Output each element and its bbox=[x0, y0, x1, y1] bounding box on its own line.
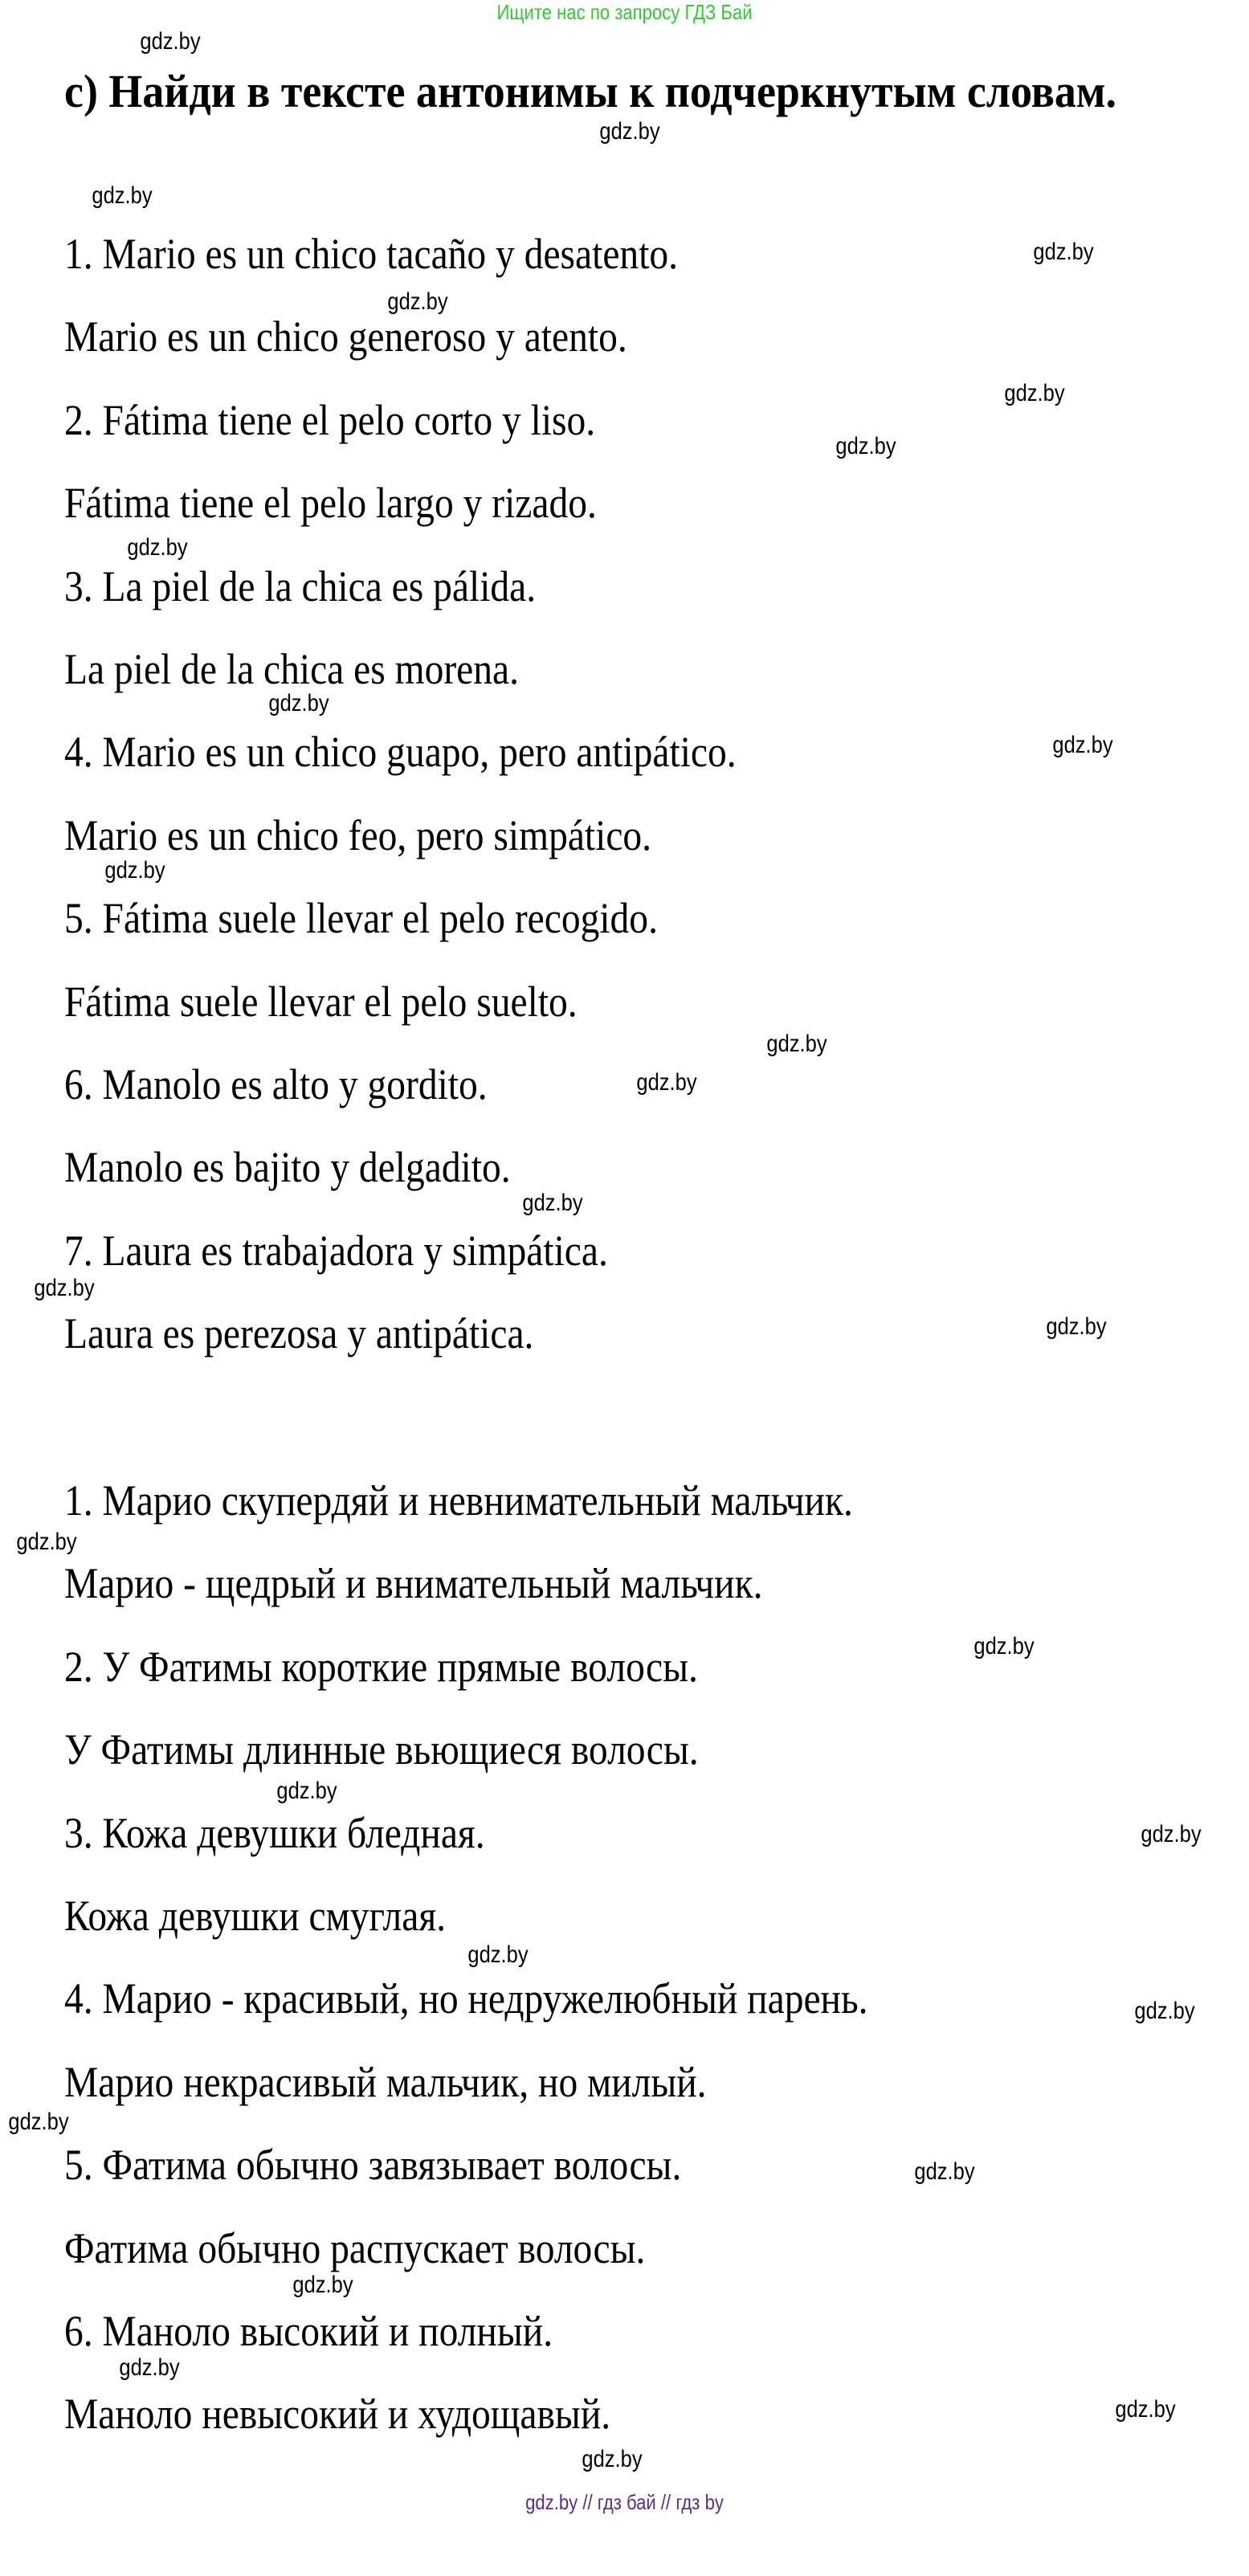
spanish-answer: Fátima suele llevar el pelo suelto. bbox=[64, 977, 578, 1026]
spanish-answer: Fátima tiene el pelo largo y rizado. bbox=[64, 479, 597, 528]
watermark: gdz.by bbox=[127, 534, 188, 561]
watermark: gdz.by bbox=[973, 1633, 1035, 1659]
watermark: gdz.by bbox=[1141, 1821, 1202, 1847]
watermark: gdz.by bbox=[387, 288, 448, 315]
watermark: gdz.by bbox=[1052, 732, 1113, 758]
watermark: gdz.by bbox=[599, 118, 660, 145]
watermark: gdz.by bbox=[276, 1778, 337, 1804]
watermark: gdz.by bbox=[522, 1190, 583, 1216]
watermark: gdz.by bbox=[119, 2354, 180, 2381]
russian-answer: Марио некрасивый мальчик, но милый. bbox=[64, 2057, 707, 2106]
russian-answer: Марио - щедрый и внимательный мальчик. bbox=[64, 1559, 763, 1608]
russian-answer: Кожа девушки смуглая. bbox=[64, 1892, 447, 1940]
russian-sentence: 3. Кожа девушки бледная. bbox=[64, 1808, 485, 1857]
watermark: gdz.by bbox=[16, 1529, 77, 1555]
russian-sentence: 5. Фатима обычно завязывает волосы. bbox=[64, 2141, 682, 2190]
watermark: gdz.by bbox=[835, 433, 896, 459]
spanish-sentence: 7. Laura es trabajadora y simpática. bbox=[64, 1226, 608, 1275]
search-banner[interactable]: Ищите нас по запросу ГДЗ Бай bbox=[496, 0, 753, 24]
watermark: gdz.by bbox=[92, 182, 153, 209]
watermark: gdz.by bbox=[914, 2158, 975, 2185]
spanish-sentence: 6. Manolo es alto y gordito. bbox=[64, 1060, 488, 1108]
spanish-answer: Mario es un chico feo, pero simpático. bbox=[64, 810, 652, 859]
watermark: gdz.by bbox=[1004, 380, 1065, 406]
exercise-title: c) Найди в тексте антонимы к подчеркнутым словам. bbox=[64, 65, 1117, 117]
spanish-sentence: 1. Mario es un chico tacaño y desatento. bbox=[64, 230, 679, 278]
watermark: gdz.by bbox=[34, 1275, 95, 1301]
watermark: gdz.by bbox=[292, 2272, 353, 2298]
russian-sentence: 2. У Фатимы короткие прямые волосы. bbox=[64, 1642, 698, 1691]
russian-answer: Фатима обычно распускает волосы. bbox=[64, 2223, 646, 2272]
watermark: gdz.by bbox=[467, 1941, 529, 1968]
russian-sentence: 6. Маноло высокий и полный. bbox=[64, 2307, 553, 2355]
watermark: gdz.by bbox=[268, 690, 329, 716]
spanish-sentence: 4. Mario es un chico guapo, pero antipático. bbox=[64, 728, 737, 777]
russian-answer: Маноло невысокий и худощавый. bbox=[64, 2390, 611, 2439]
spanish-sentence: 3. La piel de la chica es pálida. bbox=[64, 561, 537, 610]
russian-answer: У Фатимы длинные вьющиеся волосы. bbox=[64, 1725, 699, 1774]
watermark: gdz.by bbox=[1115, 2396, 1176, 2423]
watermark: gdz.by bbox=[766, 1031, 827, 1057]
watermark: gdz.by bbox=[582, 2446, 643, 2472]
spanish-sentence: 2. Fátima tiene el pelo corto y liso. bbox=[64, 395, 596, 444]
spanish-answer: Laura es perezosa y antipática. bbox=[64, 1309, 534, 1358]
watermark: gdz.by bbox=[1033, 239, 1094, 265]
spanish-sentence: 5. Fátima suele llevar el pelo recogido. bbox=[64, 894, 658, 943]
watermark: gdz.by bbox=[140, 28, 201, 55]
spanish-answer: Manolo es bajito y delgadito. bbox=[64, 1143, 511, 1192]
russian-sentence: 1. Марио скупердяй и невнимательный мальчик. bbox=[64, 1476, 853, 1525]
spanish-answer: La piel de la chica es morena. bbox=[64, 645, 520, 693]
watermark: gdz.by bbox=[104, 857, 165, 884]
watermark: gdz.by bbox=[1046, 1313, 1107, 1340]
footer-watermark[interactable]: gdz.by // гдз бай // гдз by bbox=[525, 2490, 724, 2514]
spanish-answer: Mario es un chico generoso y atento. bbox=[64, 312, 627, 361]
watermark: gdz.by bbox=[636, 1069, 697, 1096]
watermark: gdz.by bbox=[8, 2109, 69, 2135]
watermark: gdz.by bbox=[1134, 1998, 1195, 2024]
russian-sentence: 4. Марио - красивый, но недружелюбный парень. bbox=[64, 1974, 868, 2023]
